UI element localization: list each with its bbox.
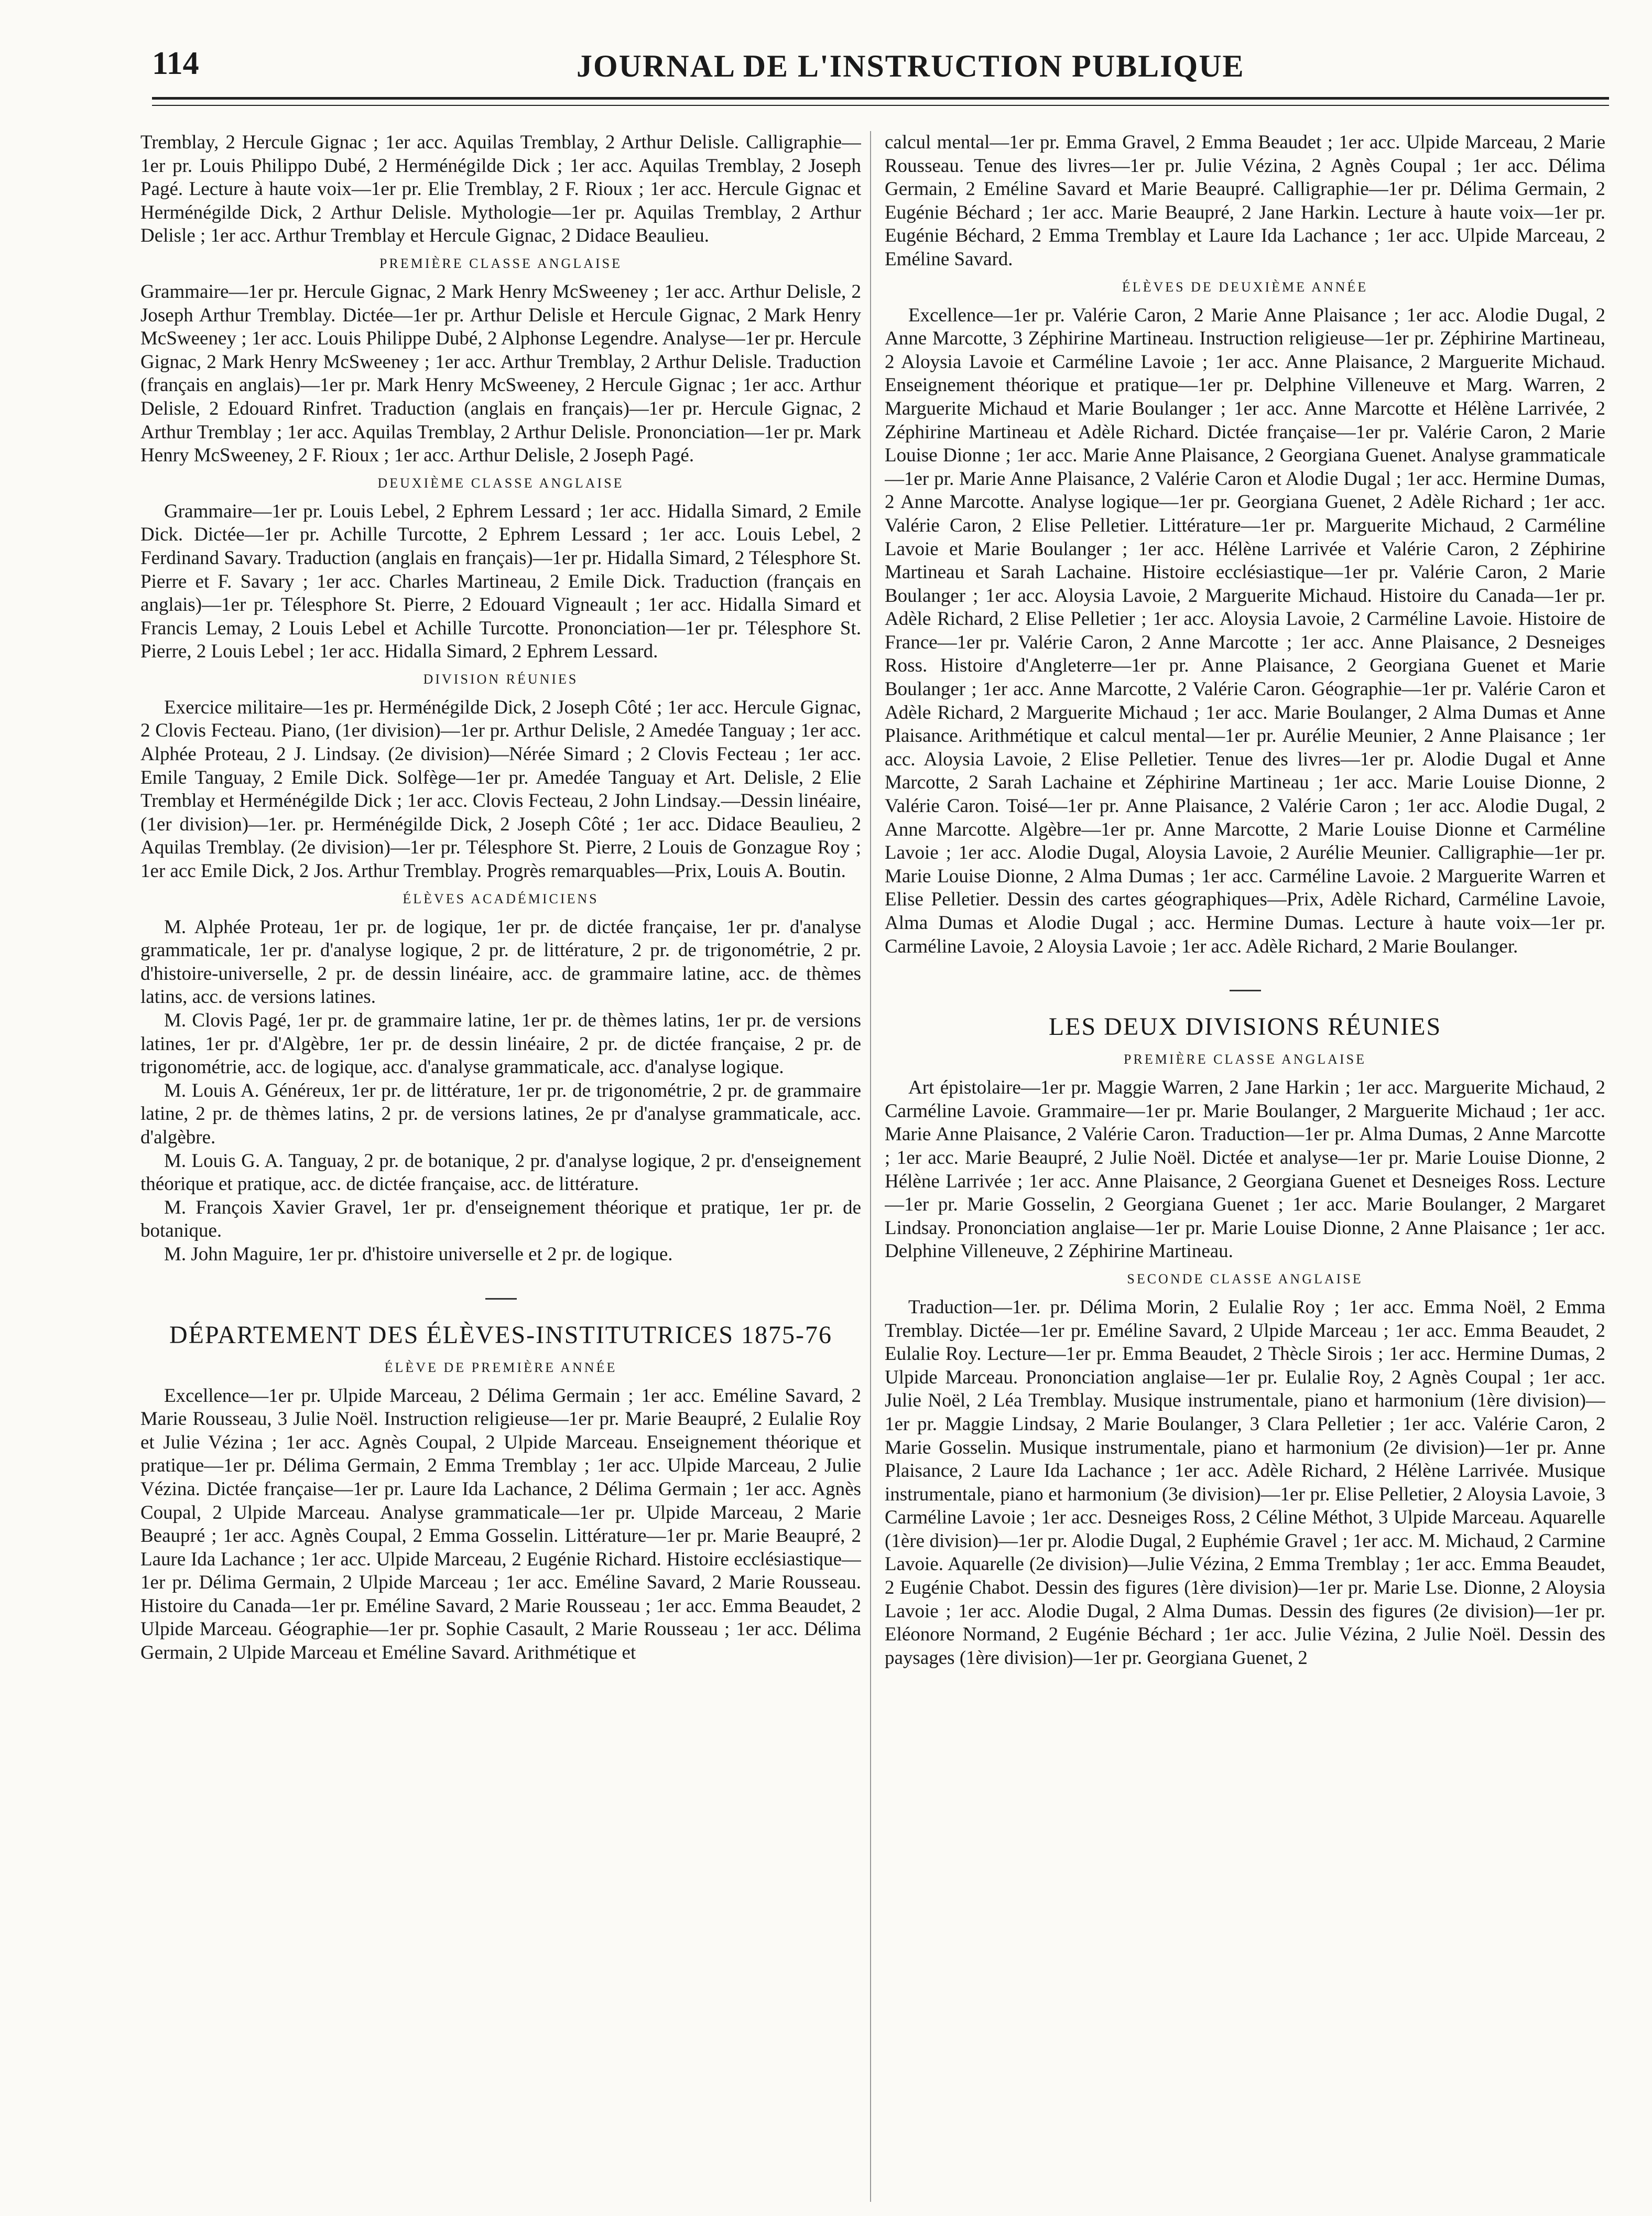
journal-title: JOURNAL DE L'INSTRUCTION PUBLIQUE — [577, 49, 1245, 83]
paragraph: Grammaire—1er pr. Hercule Gignac, 2 Mark Henry McSweeney ; 1er acc. Arthur Delisle, 2 Joseph Arthur Tremblay. Dictée—1er pr. Arthur Delisle et Hercule Gignac, 2 Mark Henry McSweeney ; 1er acc. Louis Philippe Dubé, 2 Alphonse Legendre. Analyse—1er pr. Hercule Gignac, 2 Mark Henry McSweeney ; 1er acc. Arthur Tremblay, 2 Arthur Delisle. Traduction (français en anglais)—1er pr. Mark Henry McSweeney, 2 Hercule Gignac ; 1er acc. Arthur Delisle, 2 Edouard Rinfret. Traduction (anglais en français)—1er pr. Hercule Gignac, 2 Arthur Tremblay ; 1er acc. Aquilas Tremblay, 2 Arthur Delisle. Prononciation—1er pr. Mark Henry McSweeney, 2 F. Rioux ; 1er acc. Arthur Delisle, 2 Joseph Pagé. — [140, 280, 861, 467]
section-heading: PREMIÈRE CLASSE ANGLAISE — [1124, 1052, 1366, 1067]
paragraph: M. François Xavier Gravel, 1er pr. d'enseignement théorique et pratique, 1er pr. de botanique. — [140, 1196, 861, 1242]
right-column — [885, 131, 1605, 2202]
paragraph: M. John Maguire, 1er pr. d'histoire universelle et 2 pr. de logique. — [164, 1243, 673, 1265]
section-heading: DEUXIÈME CLASSE ANGLAISE — [377, 475, 624, 491]
section-heading: DIVISION RÉUNIES — [423, 671, 579, 687]
paragraph: Excellence—1er pr. Valérie Caron, 2 Marie Anne Plaisance ; 1er acc. Alodie Dugal, 2 Anne Marcotte, 3 Zéphirine Martineau. Instruction religieuse—1er pr. Zéphirine Martineau, 2 Aloysia Lavoie et Carméline Lavoie ; 1er acc. Anne Plaisance, 2 Marguerite Michaud. Enseignement théorique et pratique—1er pr. Delphine Villeneuve et Marg. Warren, 2 Marguerite Michaud et Marie Boulanger ; 1er acc. Anne Marcotte et Hélène Larrivée, 2 Zéphirine Martineau et Adèle Richard. Dictée française—1er pr. Valérie Caron, 2 Marie Louise Dionne ; 1er acc. Marie Anne Plaisance, 2 Georgiana Guenet. Analyse grammaticale—1er pr. Marie Anne Plaisance, 2 Valérie Caron et Alodie Dugal ; 1er acc. Hermine Dumas, 2 Anne Marcotte. Analyse logique—1er pr. Georgiana Guenet, 2 Adèle Richard ; 1er acc. Valérie Caron, 2 Elise Pelletier. Littérature—1er pr. Marguerite Michaud, 2 Carméline Lavoie et Marie Boulanger ; 1er acc. Hélène Larrivée et Valérie Caron, 2 Zéphirine Martineau et Sarah Lachaine. Histoire ecclésiastique—1er pr. Valérie Caron, 2 Marie Boulanger ; 1er acc. Aloysia Lavoie, 2 Marguerite Michaud. Histoire du Canada—1er pr. Adèle Richard, 2 Elise Pelletier ; 1er acc. Aloysia Lavoie, 2 Carméline Lavoie. Histoire de France—1er pr. Valérie Caron, 2 Anne Marcotte ; 1er acc. Anne Plaisance, 2 Desneiges Ross. Histoire d'Angleterre—1er pr. Anne Plaisance, 2 Georgiana Guenet et Marie Boulanger ; 1er acc. Anne Marcotte, 2 Valérie Caron. Géographie—1er pr. Valérie Caron et Adèle Richard, 2 Marguerite Michaud ; 1er acc. Marie Boulanger, 2 Alma Dumas et Anne Plaisance. Arithmétique et calcul mental—1er pr. Aurélie Meunier, 2 Anne Plaisance ; 1er acc. Aloysia Lavoie, 2 Elise Pelletier. Tenue des livres—1er pr. Alodie Dugal et Anne Marcotte, 2 Sarah Lachaine et Zéphirine Martineau ; 1er acc. Marie Louise Dionne, 2 Valérie Caron. Toisé—1er pr. Anne Plaisance, 2 Valérie Caron ; 1er acc. Alodie Dugal, 2 Anne Marcotte. Algèbre—1er pr. Anne Marcotte, 2 Marie Louise Dionne et Carméline Lavoie ; 1er acc. Alodie Dugal, Aloysia Lavoie, 2 Aurélie Meunier. Calligraphie—1er pr. Marie Louise Dionne, 2 Alma Dumas ; 1er acc. Carméline Lavoie. 2 Marguerite Warren et Elise Pelletier. Dessin des cartes géographiques—Prix, Adèle Richard, Carméline Lavoie, Alma Dumas et Alodie Dugal ; acc. Hermine Dumas. Lecture à haute voix—1er pr. Carméline Lavoie, 2 Aloysia Lavoie ; 1er acc. Adèle Richard, 2 Marie Boulanger. — [885, 304, 1605, 957]
paragraph: M. Louis A. Généreux, 1er pr. de littérature, 1er pr. de trigonométrie, 2 pr. de grammaire latine, 2 pr. de thèmes latins, 2 pr. de versions latines, 2e pr d'analyse grammaticale, acc. d'algèbre. — [140, 1079, 861, 1148]
section-heading: ÉLÈVE DE PREMIÈRE ANNÉE — [384, 1359, 617, 1375]
separator — [1230, 990, 1261, 991]
header-rule-thin — [152, 105, 1609, 106]
paragraph: Traduction—1er. pr. Délima Morin, 2 Eulalie Roy ; 1er acc. Emma Noël, 2 Emma Tremblay. Dictée—1er pr. Eméline Savard, 2 Ulpide Marceau ; 1er acc. Emma Beaudet, 2 Eulalie Roy. Lecture—1er pr. Emma Beaudet, 2 Thècle Sirois ; 1er acc. Hermine Dumas, 2 Ulpide Marceau. Prononciation anglaise—1er pr. Eulalie Roy, 2 Agnès Coupal ; 1er acc. Julie Noël, 2 Léa Tremblay. Musique instrumentale, piano et harmonium (1ère division)—1er pr. Maggie Lindsay, 2 Marie Boulanger, 3 Clara Pelletier ; 1er acc. Valérie Caron, 2 Marie Gosselin. Musique instrumentale, piano et harmonium (2e division)—1er pr. Anne Plaisance, 2 Laure Ida Lachance ; 1er acc. Adèle Richard, 2 Hélène Larrivée. Musique instrumentale, piano et harmonium (3e division)—1er pr. Elise Pelletier, 2 Aloysia Lavoie, 3 Carméline Lavoie ; 1er acc. Desneiges Ross, 2 Céline Méthot, 3 Ulpide Marceau. Aquarelle (1ère division)—1er pr. Alodie Dugal, 2 Euphémie Gravel ; 1er acc. M. Michaud, 2 Carmine Lavoie. Aquarelle (2e division)—Julie Vézina, 2 Emma Tremblay ; 1er acc. Emma Beaudet, 2 Eugénie Chabot. Dessin des figures (1ère division)—1er pr. Marie Lse. Dionne, 2 Aloysia Lavoie ; 1er acc. Alodie Dugal, 2 Alma Dumas. Dessin des figures (2e division)—1er pr. Eléonore Normand, 2 Eugénie Béchard ; 1er acc. Julie Vézina, 2 Julie Noël. Dessin des paysages (1ère division)—1er pr. Georgiana Guenet, 2 — [885, 1296, 1605, 1669]
paragraph: M. Louis G. A. Tanguay, 2 pr. de botanique, 2 pr. d'analyse logique, 2 pr. d'enseignement théorique et pratique, acc. de dictée française, acc. de littérature. — [140, 1150, 861, 1195]
header-rule-thick — [152, 97, 1609, 100]
section-heading: SECONDE CLASSE ANGLAISE — [1127, 1271, 1363, 1287]
section-heading: ÉLÈVES DE DEUXIÈME ANNÉE — [1122, 279, 1368, 295]
separator — [485, 1298, 517, 1300]
left-column — [140, 131, 861, 2202]
page-header — [152, 37, 1609, 94]
page-number: 114 — [152, 46, 199, 81]
paragraph: M. Alphée Proteau, 1er pr. de logique, 1er pr. de dictée française, 1er pr. d'analyse grammaticale, 1er pr. d'analyse logique, 2 pr. de littérature, 2 pr. de trigonométrie, 2 pr. d'histoire-universelle, 2 pr. de dessin linéaire, acc. de grammaire latine, acc. de thèmes latins, acc. de versions latines. — [140, 916, 861, 1008]
paragraph: M. Clovis Pagé, 1er pr. de grammaire latine, 1er pr. de thèmes latins, 1er pr. de versions latines, 1er pr. d'Algèbre, 1er pr. de dessin linéaire, 2 pr. de dictée française, 2 pr. de trigonométrie, acc. de logique, acc. d'analyse grammaticale, acc. d'analyse logique. — [140, 1010, 861, 1078]
paragraph: Exercice militaire—1es pr. Herménégilde Dick, 2 Joseph Côté ; 1er acc. Hercule Gignac, 2 Clovis Fecteau. Piano, (1er division)—1er pr. Arthur Delisle, 2 Amedée Tanguay ; 1er acc. Alphée Proteau, 2 J. Lindsay. (2e division)—Nérée Simard ; 2 Clovis Fecteau ; 1er acc. Emile Tanguay, 2 Emile Dick. Solfège—1er pr. Amedée Tanguay et Art. Delisle, 2 Elie Tremblay et Herménégilde Dick ; 1er acc. Clovis Fecteau, 2 John Lindsay.—Dessin linéaire, (1er division)—1er. pr. Herménégilde Dick, 2 Joseph Côté ; 1er acc. Didace Beaulieu, 2 Aquilas Tremblay. (2e division)—1er pr. Télesphore St. Pierre, 2 Louis de Gonzague Roy ; 1er acc Emile Dick, 2 Jos. Arthur Tremblay. Progrès remarquables—Prix, Louis A. Boutin. — [140, 696, 861, 882]
department-heading: DÉPARTEMENT DES ÉLÈVES-INSTITUTRICES 1875-76 — [169, 1321, 833, 1349]
paragraph: Tremblay, 2 Hercule Gignac ; 1er acc. Aquilas Tremblay, 2 Arthur Delisle. Calligraphie—1er pr. Louis Philippo Dubé, 2 Herménégilde Dick ; 1er acc. Aquilas Tremblay, 2 Joseph Pagé. Lecture à haute voix—1er pr. Elie Tremblay, 2 F. Rioux ; 1er acc. Hercule Gignac et Herménégilde Dick, 2 Arthur Delisle. Mythologie—1er pr. Aquilas Tremblay, 2 Arthur Delisle ; 1er acc. Arthur Tremblay et Hercule Gignac, 2 Didace Beaulieu. — [140, 132, 861, 247]
paragraph: calcul mental—1er pr. Emma Gravel, 2 Emma Beaudet ; 1er acc. Ulpide Marceau, 2 Marie Rousseau. Tenue des livres—1er pr. Julie Vézina, 2 Agnès Coupal ; 1er acc. Délima Germain, 2 Eméline Savard et Marie Beaupré. Calligraphie—1er pr. Délima Germain, 2 Eugénie Béchard ; 1er acc. Marie Beaupré, 2 Jane Harkin. Lecture à haute voix—1er pr. Eugénie Béchard, 2 Emma Tremblay et Laure Ida Lachance ; 1er acc. Ulpide Marceau, 2 Eméline Savard. — [885, 132, 1605, 270]
column-divider — [870, 131, 871, 2202]
paragraph: Grammaire—1er pr. Louis Lebel, 2 Ephrem Lessard ; 1er acc. Hidalla Simard, 2 Emile Dick. Dictée—1er pr. Achille Turcotte, 2 Ephrem Lessard ; 1er acc. Louis Lebel, 2 Ferdinand Savary. Traduction (anglais en français)—1er pr. Hidalla Simard, 2 Télesphore St. Pierre et F. Savary ; 1er acc. Charles Martineau, 2 Emile Dick. Traduction (français en anglais)—1er pr. Télesphore St. Pierre, 2 Edouard Vigneault ; 1er acc. Hidalla Simard et Francis Lemay, 2 Louis Lebel et Achille Turcotte. Prononciation—1er pr. Télesphore St. Pierre, 2 Louis Lebel ; 1er acc. Hidalla Simard, 2 Ephrem Lessard. — [140, 500, 861, 663]
paragraph: Art épistolaire—1er pr. Maggie Warren, 2 Jane Harkin ; 1er acc. Marguerite Michaud, 2 Carméline Lavoie. Grammaire—1er pr. Marie Boulanger, 2 Marguerite Michaud ; 1er acc. Marie Anne Plaisance, 2 Valérie Caron. Traduction—1er pr. Alma Dumas, 2 Anne Marcotte ; 1er acc. Marie Beaupré, 2 Julie Noël. Dictée et analyse—1er pr. Marie Louise Dionne, 2 Hélène Larrivée ; 1er acc. Anne Plaisance, 2 Georgiana Guenet et Desneiges Ross. Lecture—1er pr. Marie Gosselin, 2 Georgiana Guenet ; 1er acc. Marie Boulanger, 2 Margaret Lindsay. Prononciation anglaise—1er pr. Marie Louise Dionne, 2 Anne Plaisance ; 1er acc. Delphine Villeneuve, 2 Zéphirine Martineau. — [885, 1077, 1605, 1262]
section-heading: PREMIÈRE CLASSE ANGLAISE — [379, 255, 622, 271]
paragraph: Excellence—1er pr. Ulpide Marceau, 2 Délima Germain ; 1er acc. Eméline Savard, 2 Marie Rousseau, 3 Julie Noël. Instruction religieuse—1er pr. Marie Beaupré, 2 Eulalie Roy et Julie Vézina ; 1er acc. Agnès Coupal, 2 Ulpide Marceau. Enseignement théorique et pratique—1er pr. Délima Germain, 2 Emma Tremblay ; 1er acc. Ulpide Marceau, 2 Julie Vézina. Dictée française—1er pr. Laure Ida Lachance, 2 Délima Germain ; 1er acc. Agnès Coupal, 2 Ulpide Marceau. Analyse grammaticale—1er pr. Ulpide Marceau, 2 Marie Beaupré ; 1er acc. Agnès Coupal, 2 Emma Gosselin. Littérature—1er pr. Marie Beaupré, 2 Laure Ida Lachance ; 1er acc. Ulpide Marceau, 2 Eugénie Richard. Histoire ecclésiastique—1er pr. Délima Germain, 2 Ulpide Marceau ; 1er acc. Eméline Savard, 2 Marie Rousseau. Histoire du Canada—1er pr. Eméline Savard, 2 Marie Rousseau ; 1er acc. Emma Beaudet, 2 Ulpide Marceau. Géographie—1er pr. Sophie Casault, 2 Marie Rousseau ; 1er acc. Délima Germain, 2 Ulpide Marceau et Eméline Savard. Arithmétique et — [140, 1385, 861, 1664]
section-heading: ÉLÈVES ACADÉMICIENS — [403, 891, 599, 906]
section-heading-large: LES DEUX DIVISIONS RÉUNIES — [1048, 1013, 1442, 1041]
